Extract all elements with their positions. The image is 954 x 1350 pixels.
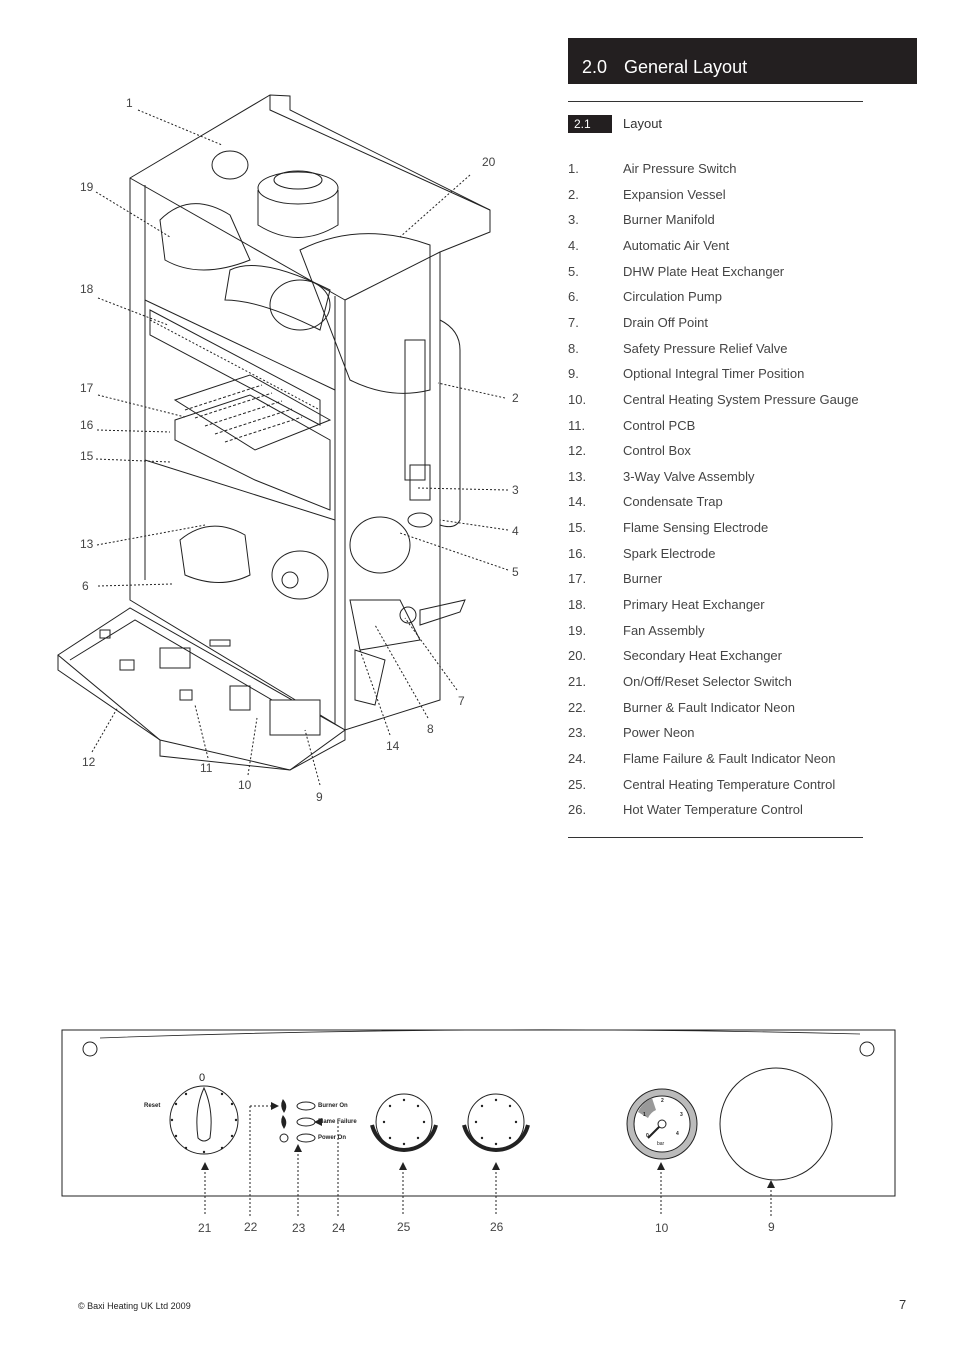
list-item-number: 13. (568, 468, 587, 484)
subsection-number: 2.1 (568, 115, 612, 133)
panel-fascia (62, 1030, 895, 1196)
ch-temperature-dial (372, 1094, 436, 1150)
list-item-label: Burner Manifold (623, 212, 715, 228)
list-item-label: Spark Electrode (623, 545, 716, 561)
section-title: General Layout (624, 57, 748, 77)
list-item-label: Central Heating Temperature Control (623, 776, 836, 792)
list-item-label: On/Off/Reset Selector Switch (623, 674, 792, 689)
list-item-label: Primary Heat Exchanger (623, 597, 765, 612)
page-number: 7 (899, 1297, 907, 1312)
list-item-number: 3. (568, 212, 579, 228)
panel-callout-24: 24 (332, 1221, 346, 1235)
list-item-number: 26. (568, 802, 587, 818)
list-item-number: 24. (568, 750, 587, 766)
list-item-label: Optional Integral Timer Position (623, 366, 805, 382)
gauge-unit: bar (657, 1141, 665, 1147)
list-item-label: Burner (623, 571, 663, 587)
control-panel-diagram (0, 1020, 954, 1250)
flame-failure-label: Flame Failure (318, 1119, 357, 1125)
power-on-label: Power On (318, 1135, 347, 1141)
selector-zero-label: 0 (199, 1072, 206, 1084)
callout-1: 1 (126, 96, 133, 110)
copyright-footer: © Baxi Heating UK Ltd 2009 (78, 1301, 191, 1311)
list-item-label: 3-Way Valve Assembly (623, 468, 755, 484)
hw-temperature-dial (464, 1094, 528, 1150)
list-item-label: Flame Failure & Fault Indicator Neon (623, 750, 836, 766)
callout-11: 11 (200, 761, 213, 775)
list-item-label: Flame Sensing Electrode (623, 520, 769, 536)
list-item-label: Circulation Pump (623, 289, 722, 305)
callout-9: 9 (316, 790, 323, 804)
list-item-number: 14. (568, 494, 587, 510)
bottom-rule (568, 837, 863, 838)
list-item-label: Secondary Heat Exchanger (623, 648, 782, 664)
panel-callout-10: 10 (655, 1221, 669, 1235)
list-item-label: Condensate Trap (623, 494, 723, 510)
boiler-layout-diagram (0, 0, 560, 820)
list-item-number: 25. (568, 776, 587, 792)
callout-12: 12 (82, 755, 96, 769)
list-item-number: 6. (568, 289, 579, 305)
list-item-number: 7. (568, 314, 579, 330)
section-header (568, 38, 917, 84)
list-item-label: Air Pressure Switch (623, 161, 737, 176)
list-item-label: Central Heating System Pressure Gauge (623, 391, 859, 407)
panel-callout-21: 21 (198, 1221, 212, 1235)
casing-frame (130, 95, 490, 730)
callout-10: 10 (238, 778, 252, 792)
list-item-number: 20. (568, 648, 587, 664)
list-item-label: Drain Off Point (623, 314, 709, 330)
callout-16: 16 (80, 418, 94, 432)
subsection-title: Layout (623, 116, 663, 131)
burner-on-label: Burner On (318, 1103, 348, 1109)
timer-position (720, 1068, 832, 1180)
callout-5: 5 (512, 565, 519, 579)
list-item-label: Fan Assembly (623, 622, 705, 638)
list-item-number: 23. (568, 725, 587, 741)
selector-switch (170, 1086, 238, 1154)
gauge-tick-3: 3 (680, 1112, 683, 1118)
callout-2: 2 (512, 391, 519, 405)
list-item-label: Expansion Vessel (623, 186, 726, 202)
list-item-number: 22. (568, 699, 587, 715)
list-item-label: Safety Pressure Relief Valve (623, 340, 788, 356)
list-item-number: 17. (568, 571, 587, 587)
list-item-label: Automatic Air Vent (623, 237, 730, 253)
callout-13: 13 (80, 537, 94, 551)
list-item-number: 18. (568, 597, 587, 612)
gauge-tick-2: 2 (661, 1098, 664, 1104)
list-item-label: Power Neon (623, 725, 695, 741)
callout-17: 17 (80, 381, 94, 395)
callout-18: 18 (80, 282, 94, 296)
callout-3: 3 (512, 483, 519, 497)
neon-indicators (280, 1100, 315, 1142)
list-item-label: DHW Plate Heat Exchanger (623, 263, 785, 279)
list-item-label: Control PCB (623, 417, 696, 433)
list-item-number: 19. (568, 622, 587, 638)
gauge-tick-1: 1 (643, 1112, 646, 1118)
list-item-number: 12. (568, 443, 587, 459)
list-item-number: 16. (568, 545, 587, 561)
gauge-tick-0: 0 (646, 1133, 649, 1139)
fixing-hole-right (860, 1042, 874, 1056)
list-item-number: 9. (568, 366, 579, 382)
panel-callout-25: 25 (397, 1220, 411, 1234)
panel-callout-26: 26 (490, 1220, 504, 1234)
list-item-number: 4. (568, 237, 579, 253)
list-item-number: 2. (568, 186, 579, 202)
top-rule (568, 101, 863, 102)
list-item-label: Control Box (623, 443, 691, 459)
panel-callout-22: 22 (244, 1220, 258, 1234)
callout-15: 15 (80, 449, 94, 463)
reset-label: Reset (144, 1103, 161, 1109)
list-item-label: Hot Water Temperature Control (623, 802, 803, 818)
callout-4: 4 (512, 524, 519, 538)
callout-6: 6 (82, 579, 89, 593)
panel-callout-23: 23 (292, 1221, 306, 1235)
callout-14: 14 (386, 739, 400, 753)
list-item-number: 5. (568, 263, 579, 279)
list-item-number: 1. (568, 161, 579, 176)
panel-callout-9: 9 (768, 1220, 775, 1234)
list-item-number: 11. (568, 417, 586, 433)
callout-8: 8 (427, 722, 434, 736)
callout-20: 20 (482, 155, 496, 169)
callout-19: 19 (80, 180, 94, 194)
callout-7: 7 (458, 694, 465, 708)
section-number: 2.0 (582, 57, 608, 77)
gauge-tick-4: 4 (676, 1131, 679, 1137)
list-item-label: Burner & Fault Indicator Neon (623, 699, 795, 715)
fixing-hole-left (83, 1042, 97, 1056)
list-item-number: 10. (568, 391, 587, 407)
list-item-number: 8. (568, 340, 579, 356)
list-item-number: 15. (568, 520, 587, 536)
list-item-number: 21. (568, 674, 587, 689)
